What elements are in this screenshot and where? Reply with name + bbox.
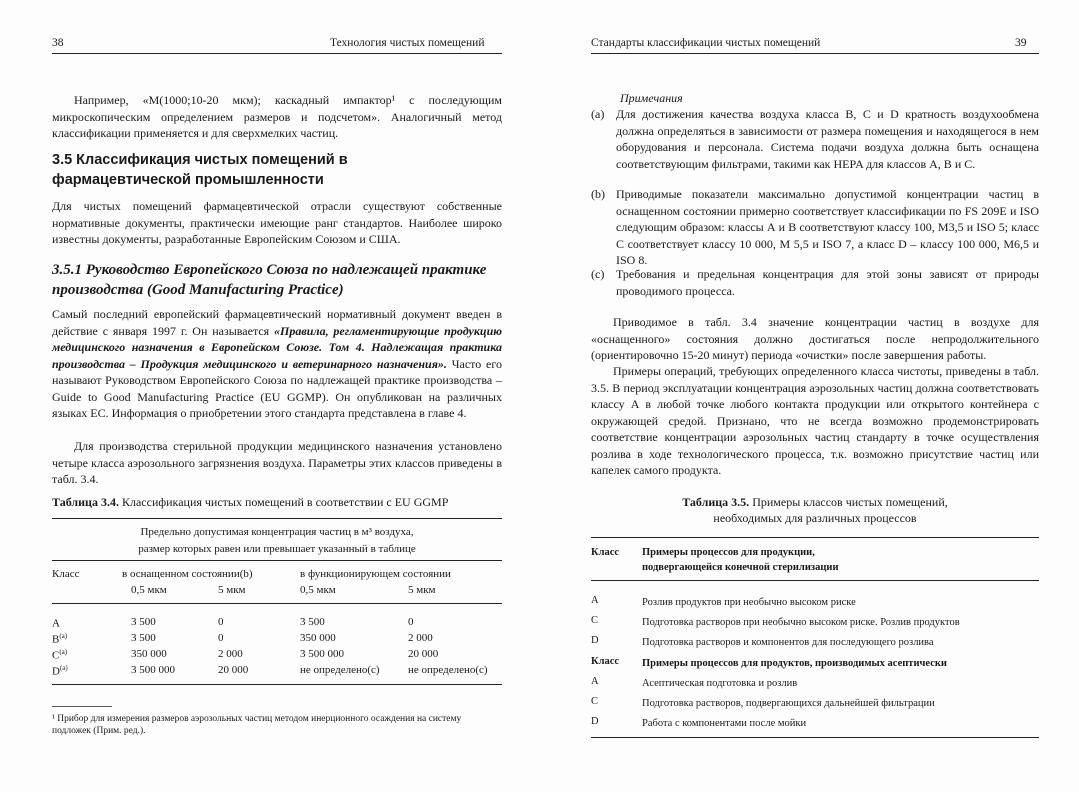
page-number: 39 <box>1015 37 1027 49</box>
intro-paragraph: Например, «М(1000;10-20 мкм); каскадный импактор¹ с последующим микроскопическим определением размеров и подсчетом». Аналогичный метод классификации применяется и для сверхмелких частиц. <box>52 93 502 140</box>
classes-paragraph: Для производства стерильной продукции медицинского назначения установлено четыре класса аэрозольного загрязнения воздуха. Параметры этих классов приведены в табл. 3.4. <box>52 439 502 486</box>
footnote-rule <box>52 706 112 707</box>
header-rule <box>591 53 1039 54</box>
page-number: 38 <box>52 37 64 49</box>
table-header-line1: Предельно допустимая концентрация частиц в м³ воздуха, <box>140 526 414 538</box>
group-at-rest: в оснащенном состоянии(b) <box>122 568 253 580</box>
table-3-4-caption: Таблица 3.4. Классификация чистых помещений в соответствии с EU GGMP <box>52 495 449 509</box>
gmp-paragraph: Самый последний европейский фармацевтический нормативный документ введен в действие с января 1997 г. Он называется «Правила, регламентирующие продукцию медицинского назначения в Европейском Союзе. Том 4. Надлежащая практика производства – Продукция медицинского и ветеринарного назначения». Часто его называют Руководством Европейского Союза по надлежащей практике производства – Guide to Good Manufacturing Practice (EU GGMP). Он опубликован на различных языках ЕС. Информация о приобретении этого стандарта представлена в главе 4. <box>52 307 503 420</box>
table-3-5-caption: Таблица 3.5. Примеры классов чистых помещений, необходимых для различных процессов <box>682 495 948 525</box>
footnote: ¹ Прибор для измерения размеров аэрозольных частиц методом инерционного осаждения на систему подложек (Прим. ред.). <box>52 714 462 736</box>
left-page: 38 Технология чистых помещений Например, «М(1000;10-20 мкм); каскадный импактор¹ с последующим микроскопическим определением размеров и подсчетом». Аналогичный метод классификации применяется и для сверхмелких частиц. 3.5 Классификация чистых помещений в фармацевтической промышленности Для чистых помещений фармацевтической отрасли существуют собственные нормативные документы, практически имеющие ранг стандартов. Наиболее широко известны документы, разработанные Европейским Союзом и США. 3.5.1 Руководство Европейского Союза по надлежащей практике производства (Good Manufacturing Practice) Самый последний европейский фармацевтический нормативный документ введен в действие с января 1997 г. Он называется «Правила, регламентирующие продукцию медицинского назначения в Европейском Союзе. Том 4. Надлежащая практика производства – Продукция медицинского и ветеринарного назначения». Часто его называют Руководством Европейского Союза по надлежащей практике производства – Guide to Good Manufacturing Practice (EU GGMP). Он опубликован на различных языках ЕС. Информация о приобретении этого стандарта представлена в главе 4. Для производства стерильной продукции медицинского назначения установлено четыре класса аэрозольного загрязнения воздуха. Параметры этих классов приведены в табл. 3.4. Таблица 3.4. Классификация чистых помещений в соответствии с EU GGMP Предельно допустимая концентрация частиц в м³ воздуха, размер которых равен или превышает указанный в таблице Класс в оснащенном состоянии(b) в функционирующем состоянии 0,5 мкм 5 мкм 0,5 мкм 5 мкм A 3 500 0 3 500 0 $B^{(a)}$ 3 500 0 350 000 2 000 $C^{(a)}$ 350 000 2 000 3 500 000 20 000 $D^{(a)}$ 3 500 000 20 000 не определено(c) не определено(c) ¹ Прибор для измерения размеров аэрозольных частиц методом инерционного осаждения на систему подложек (Прим. ред.). <box>0 0 540 792</box>
header-rule <box>52 53 502 54</box>
subsection-heading: 3.5.1 Руководство Европейского Союза по надлежащей практике производства (Good Manufacturing Practice) <box>52 262 487 298</box>
table-header-line2: размер которых равен или превышает указанный в таблице <box>138 543 416 555</box>
right-page: Стандарты классификации чистых помещений 39 Примечания (a) Для достижения качества воздуха класса В, С и D кратность воздухообмена должна определяться в зависимости от размера помещения и находящегося в нем оборудования и персонала. Система подачи воздуха должна быть оснащена соответствующим фильтрами, такими как HEPA для классов А, В и С. (b) Приводимые показатели максимально допустимой концентрации частиц в оснащенном состоянии примерно соответствует классификации по FS 209E и ISO следующим образом: классы А и В соответствуют классу 100, M3,5 и ISO 5; класс С соответствует классу 10 000, М 5,5 и ISO 7, а класс D – классу 100 000, M6,5 и ISO 8. (c) Требования и предельная концентрация для этой зоны зависят от природы проводимого процесса. Приводимое в табл. 3.4 значение концентрации частиц в воздухе для «оснащенного» состояния должно достигаться после непродолжительного (ориентировочно 15-20 минут) периода «очистки» после завершения работы. Примеры операций, требующих определенного класса чистоты, приведены в табл. 3.5. В период эксплуатации концентрация аэрозольных частиц должна соответствовать классу А в любой точке любого контакта продукции или открытого контейнера с окружающей средой. Признано, что не всегда возможно продемонстрировать соответствие концентрации аэрозольных частиц стандарту в точке осуществления розлива в ходе технологического процесса, т.к. возможно присутствие частиц или капелек самого продукта. Таблица 3.5. Примеры классов чистых помещений, необходимых для различных процессов Класс Примеры процессов для продукции, подвергающейся конечной стерилизации A Розлив продуктов при необычно высоком риске C Подготовка растворов при необычно высоком риске. Розлив продуктов D Подготовка растворов и компонентов для последующего розлива Класс Примеры процессов для продуктов, производимых асептически A Асептическая подготовка и розлив C Подготовка растворов, подвергающихся дальнейшей фильтрации D Работа с компонентами после мойки <box>540 0 1079 792</box>
head-aseptic: Примеры процессов для продуктов, производимых асептически <box>642 658 947 669</box>
section-paragraph: Для чистых помещений фармацевтической отрасли существуют собственные нормативные документы, практически имеющие ранг стандартов. Наиболее широко известны документы, разработанные Европейским Союзом и США. <box>52 199 502 246</box>
size-5-operational: 5 мкм <box>408 584 436 596</box>
running-head: Технология чистых помещений <box>330 37 485 49</box>
notes-title: Примечания <box>620 91 683 105</box>
group-operational: в функционирующем состоянии <box>300 568 451 580</box>
size-05-at-rest: 0,5 мкм <box>131 584 167 596</box>
head-terminal-sterilization-1: Примеры процессов для продукции, <box>642 547 815 558</box>
column-class: Класс <box>591 547 620 558</box>
operations-paragraph: Примеры операций, требующих определенного класса чистоты, приведены в табл. 3.5. В период эксплуатации концентрация аэрозольных частиц должна соответствовать классу А в любой точке любого контакта продукции или открытого контейнера с окружающей средой. Признано, что не всегда возможно продемонстрировать соответствие концентрации аэрозольных частиц стандарту в точке осуществления розлива в ходе технологического процесса, т.к. возможно присутствие частиц или капелек самого продукта. <box>591 364 1039 477</box>
size-05-operational: 0,5 мкм <box>300 584 336 596</box>
section-heading: 3.5 Классификация чистых помещений в фармацевтической промышленности <box>52 152 348 188</box>
concentration-paragraph: Приводимое в табл. 3.4 значение концентрации частиц в воздухе для «оснащенного» состояния должно достигаться после непродолжительного (ориентировочно 15-20 минут) периода «очистки» после завершения работы. <box>591 315 1039 362</box>
running-head: Стандарты классификации чистых помещений <box>591 37 821 49</box>
column-class: Класс <box>52 568 80 580</box>
document-title: «Правила, регламентирующие продукцию медицинского назначения в Европейском Союзе. Том 4. Надлежащая практика производства – Продукция медицинского и ветеринарного назначения». <box>52 323 503 371</box>
column-class-2: Класс <box>591 656 620 667</box>
head-terminal-sterilization-2: подвергающейся конечной стерилизации <box>642 562 839 573</box>
size-5-at-rest: 5 мкм <box>218 584 246 596</box>
